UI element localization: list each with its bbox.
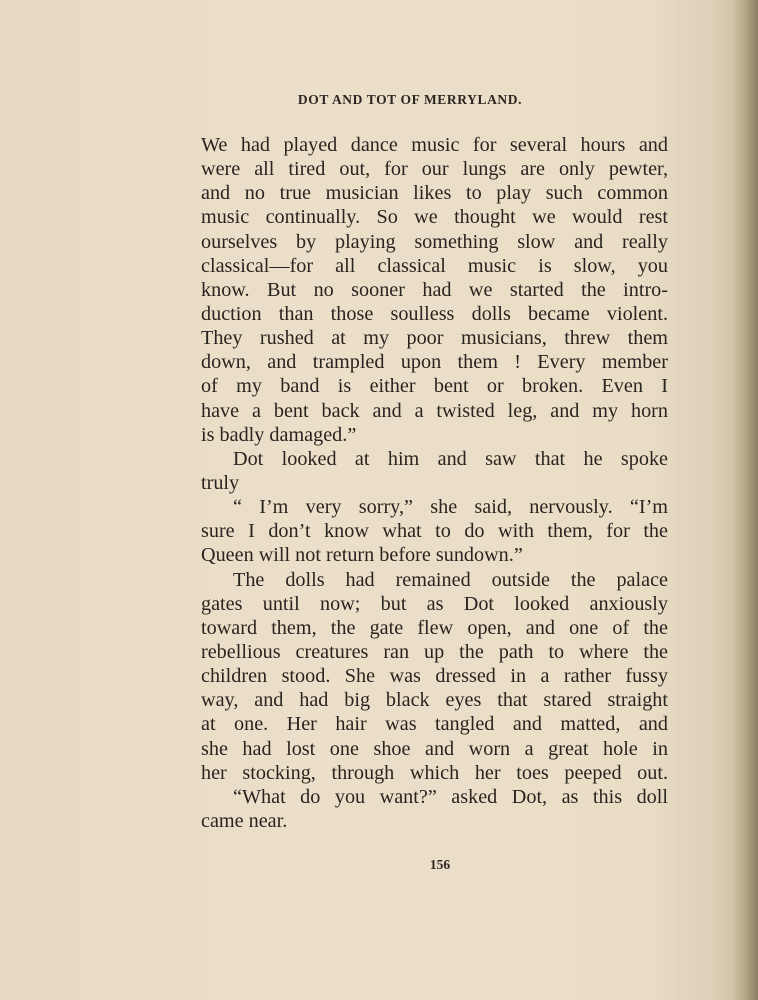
text-line: music continually. So we thought we would rest [201, 206, 668, 229]
text-line: ourselves by playing something slow and really [201, 230, 668, 253]
text-line: is badly damaged.” [201, 423, 357, 446]
text-line: her stocking, through which her toes peeped out. [201, 761, 668, 784]
text-line: have a bent back and a twisted leg, and my horn [201, 399, 668, 422]
text-line: down, and trampled upon them ! Every member [201, 351, 668, 374]
text-line: way, and had big black eyes that stared straight [201, 689, 668, 712]
text-line: know. But no sooner had we started the intro- [201, 278, 668, 301]
text-line: They rushed at my poor musicians, threw them [201, 327, 668, 350]
body-text [201, 133, 668, 833]
text-line: toward them, the gate flew open, and one of the [201, 616, 668, 639]
text-line: Queen will not return before sundown.” [201, 544, 523, 567]
text-line: “ I’m very sorry,” she said, nervously. “I’m [233, 496, 668, 519]
text-line: children stood. She was dressed in a rather fussy [201, 665, 668, 688]
text-line: We had played dance music for several hours and [201, 134, 668, 156]
text-line: The dolls had remained outside the palace [233, 568, 668, 591]
text-line: she had lost one shoe and worn a great hole in [201, 737, 668, 760]
text-line: rebellious creatures ran up the path to where the [201, 640, 668, 663]
text-line: came near. [201, 809, 288, 832]
page-gutter-shadow [732, 0, 758, 1000]
text-line: Dot looked at him and saw that he spoke [233, 447, 668, 470]
text-line: gates until now; but as Dot looked anxiously [201, 592, 668, 615]
text-line: and no true musician likes to play such common [201, 182, 668, 205]
text-line: sure I don’t know what to do with them, for the [201, 520, 668, 543]
text-line: of my band is either bent or broken. Even I [201, 375, 668, 398]
running-head: DOT AND TOT OF MERRYLAND. [297, 92, 523, 107]
text-line: were all tired out, for our lungs are only pewter, [201, 158, 668, 181]
text-line: duction than those soulless dolls became violent. [201, 302, 668, 325]
page-number: 156 [429, 857, 451, 872]
text-line: classical—for all classical music is slow, you [201, 254, 668, 277]
text-line: truly [201, 471, 240, 494]
text-line: “What do you want?” asked Dot, as this doll [233, 785, 668, 808]
text-line: at one. Her hair was tangled and matted, and [201, 713, 668, 736]
